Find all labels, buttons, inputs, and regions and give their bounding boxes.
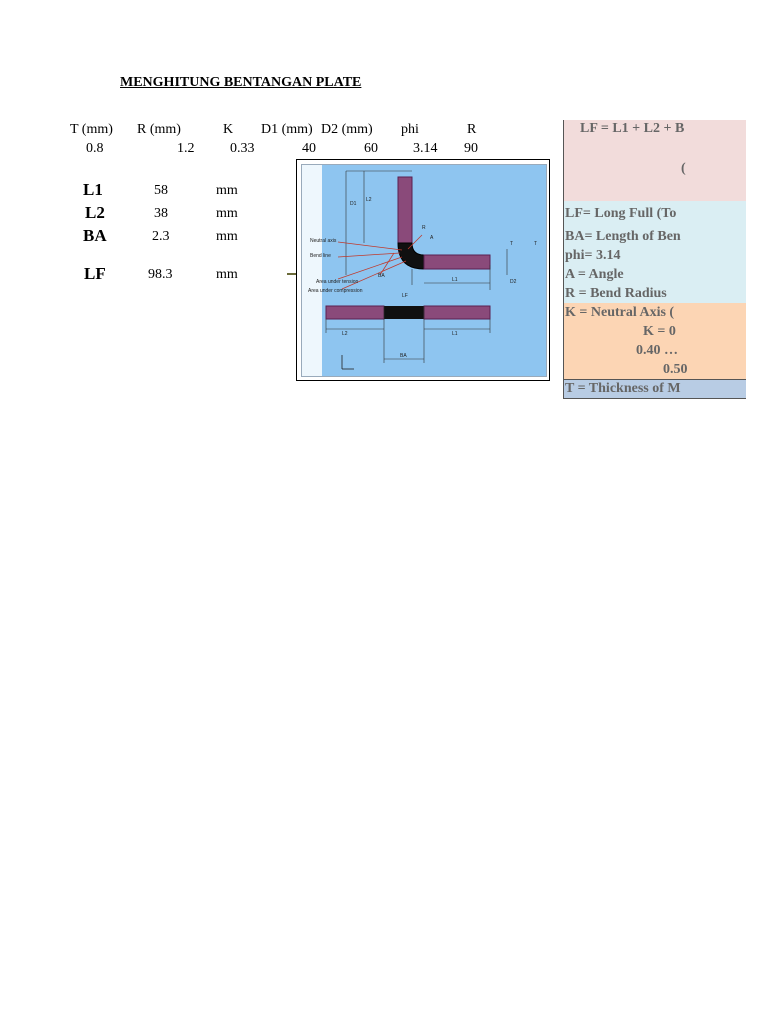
def-angle: A = Angle	[565, 267, 624, 282]
fig-label-tension: Area under tension	[316, 279, 359, 285]
def-k: K = Neutral Axis (	[565, 305, 675, 320]
result-unit-lf: mm	[216, 267, 238, 282]
fig-label-t-edge: T	[534, 241, 538, 247]
fig-label-neutral-axis: Neutral axis	[310, 238, 337, 244]
k-equation: K = 0	[643, 324, 676, 339]
result-unit-l2: mm	[216, 206, 238, 221]
fig-label-bend-line: Bend line	[310, 253, 331, 259]
result-label-l2: L2	[85, 203, 105, 222]
value-angle[interactable]: 90	[464, 141, 478, 156]
value-r[interactable]: 1.2	[177, 141, 195, 156]
fig-label-d1: D1	[350, 201, 357, 207]
result-value-l2[interactable]: 38	[154, 206, 168, 221]
value-t[interactable]: 0.8	[86, 141, 104, 156]
formula-text: LF = L1 + L2 + B	[580, 121, 685, 136]
thickness-block	[563, 379, 746, 399]
bend-diagram	[301, 164, 547, 377]
legend-panel	[563, 120, 746, 400]
fig-label-r: R	[422, 225, 426, 231]
result-label-l1: L1	[83, 180, 103, 199]
header-d1: D1 (mm)	[261, 122, 313, 137]
fig-label-d2: D2	[510, 279, 517, 285]
page-title: MENGHITUNG BENTANGAN PLATE	[120, 75, 362, 90]
fig-label-l1-top: L1	[452, 277, 458, 283]
bend-diagram-svg	[302, 165, 546, 376]
bend-diagram-frame	[296, 159, 550, 381]
header-phi: phi	[401, 122, 419, 137]
def-radius: R = Bend Radius	[565, 286, 667, 301]
fig-label-l2-top: L2	[366, 197, 372, 203]
formula-block	[563, 120, 746, 201]
result-value-l1[interactable]: 58	[154, 183, 168, 198]
def-thickness: T = Thickness of M	[565, 381, 681, 396]
header-angle: R	[467, 122, 477, 137]
result-value-ba[interactable]: 2.3	[152, 229, 170, 244]
formula-continuation: (	[681, 161, 686, 176]
header-t: T (mm)	[70, 122, 113, 137]
fig-label-ba-bottom: BA	[400, 353, 407, 359]
k-block	[563, 303, 746, 379]
fig-label-a: A	[430, 235, 434, 241]
result-unit-ba: mm	[216, 229, 238, 244]
result-value-lf[interactable]: 98.3	[148, 267, 173, 282]
header-d2: D2 (mm)	[321, 122, 373, 137]
result-label-ba: BA	[83, 226, 107, 245]
result-label-lf: LF	[84, 264, 106, 283]
axis-icon	[342, 355, 354, 369]
fig-label-l2-bottom: L2	[342, 331, 348, 337]
def-phi: phi= 3.14	[565, 248, 621, 263]
value-phi[interactable]: 3.14	[413, 141, 438, 156]
def-ba: BA= Length of Ben	[565, 229, 681, 244]
fig-label-l1-bottom: L1	[452, 331, 458, 337]
fig-label-ba-top: BA	[378, 273, 385, 279]
result-unit-l1: mm	[216, 183, 238, 198]
value-k[interactable]: 0.33	[230, 141, 255, 156]
fig-label-lf: LF	[402, 293, 408, 299]
def-lf: LF= Long Full (To	[565, 206, 677, 221]
fig-label-t-right: T	[510, 241, 514, 247]
value-d1[interactable]: 40	[302, 141, 316, 156]
fig-label-compression: Area under compression	[308, 288, 363, 294]
definitions-block	[563, 201, 746, 303]
k-range-1: 0.40 …	[636, 343, 678, 358]
value-d2[interactable]: 60	[364, 141, 378, 156]
header-k: K	[223, 122, 234, 137]
header-r: R (mm)	[137, 122, 181, 137]
k-range-2: 0.50	[663, 362, 688, 377]
